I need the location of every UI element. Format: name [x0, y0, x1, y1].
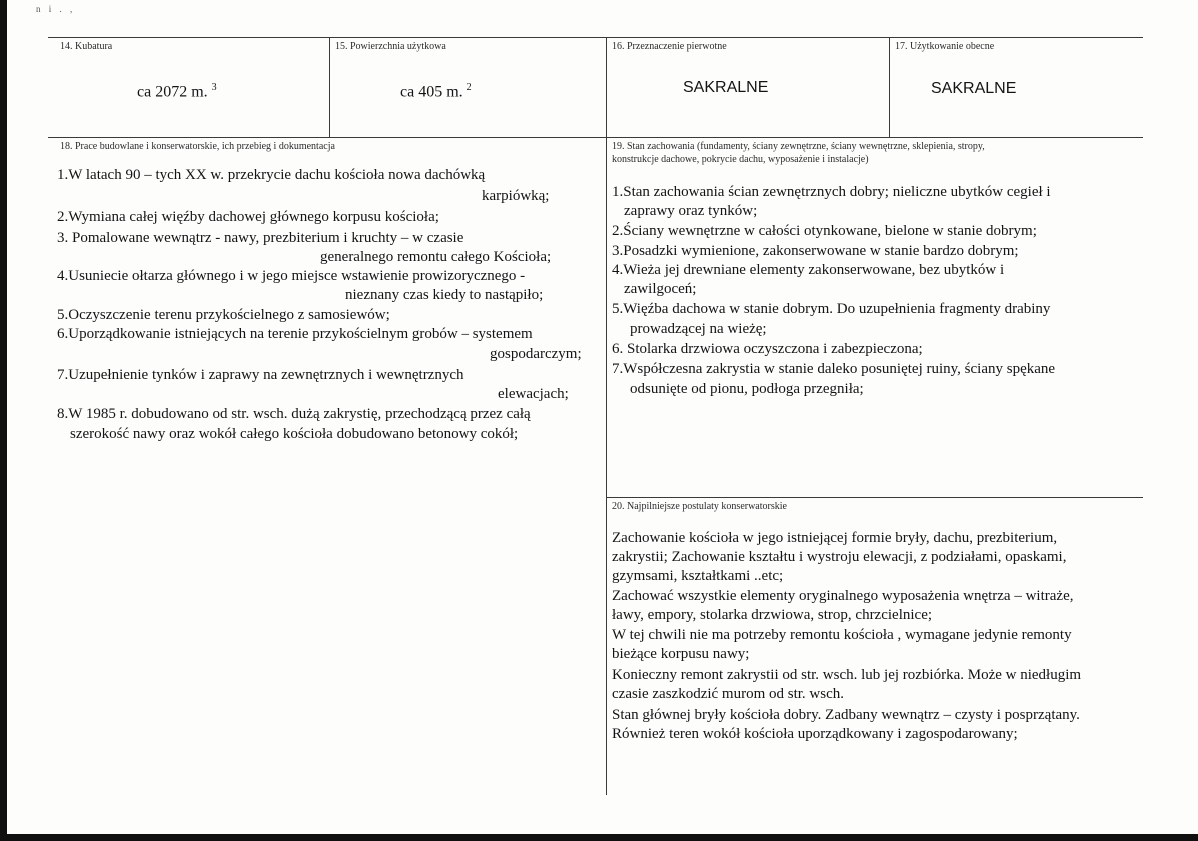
- s20-line: zakrystii; Zachowanie kształtu i wystroju elewacji, z podziałami, opaskami,: [612, 549, 1067, 565]
- s19-line: zawilgoceń;: [624, 281, 697, 297]
- s20-line: czasie zaszkodzić murom od str. wsch.: [612, 686, 845, 702]
- s20-line: bieżące korpusu nawy;: [612, 646, 750, 662]
- section-18-label: 18. Prace budowlane i konserwatorskie, ich przebieg i dokumentacja: [60, 141, 335, 152]
- s20-line: Zachować wszystkie elementy oryginalnego wyposażenia wnętrza – witraże,: [612, 588, 1074, 604]
- s18-line: 7.Uzupełnienie tynków i zaprawy na zewnętrznych i wewnętrznych: [57, 367, 464, 383]
- field-16-value: SAKRALNE: [683, 79, 769, 96]
- s18-line: 5.Oczyszczenie terenu przykościelnego z samosiewów;: [57, 307, 390, 323]
- s20-line: ławy, empory, stolarka drzwiowa, strop, chrzcielnice;: [612, 607, 933, 623]
- section-19-label: 19. Stan zachowania (fundamenty, ściany zewnętrzne, ściany wewnętrzne, sklepienia, stropy,: [612, 141, 985, 152]
- field-17-value: SAKRALNE: [931, 80, 1017, 97]
- section-19-label-cont: konstrukcje dachowe, pokrycie dachu, wyposażenie i instalacje): [612, 154, 869, 165]
- s20-line: Konieczny remont zakrystii od str. wsch. lub jej rozbiórka. Może w niedługim: [612, 667, 1082, 683]
- row1-bottom-rule: [48, 137, 1143, 138]
- field-17-label: 17. Użytkowanie obecne: [895, 41, 995, 52]
- scan-border-left: [0, 0, 7, 841]
- s20-line: Stan głównej bryły kościoła dobry. Zadbany wewnątrz – czysty i posprzątany.: [612, 707, 1080, 723]
- s18-line: generalnego remontu całego Kościoła;: [320, 249, 552, 265]
- field-15-value: [400, 79, 472, 101]
- s18-line: gospodarczym;: [490, 346, 582, 362]
- scan-border-bottom: [0, 834, 1198, 841]
- field-14-exponent: 3: [211, 82, 217, 93]
- s18-line: karpiówką;: [482, 188, 550, 204]
- s20-line: Również teren wokół kościoła uporządkowany i zagospodarowany;: [612, 726, 1018, 742]
- s20-line: Zachowanie kościoła w jego istniejącej formie bryły, dachu, prezbiterium,: [612, 530, 1058, 546]
- divider-16-17: [889, 37, 890, 137]
- s18-line: 1.W latach 90 – tych XX w. przekrycie dachu kościoła nowa dachówką: [57, 167, 486, 183]
- field-16-label: 16. Przeznaczenie pierwotne: [612, 41, 727, 52]
- s18-line: 8.W 1985 r. dobudowano od str. wsch. dużą zakrystię, przechodzącą przez całą: [57, 406, 531, 422]
- s19-line: 6. Stolarka drzwiowa oczyszczona i zabezpieczona;: [612, 341, 923, 357]
- s19-line: 3.Posadzki wymienione, zakonserwowane w stanie bardzo dobrym;: [612, 243, 1019, 259]
- scan-mark: n i . ,: [36, 4, 76, 14]
- field-15-label: 15. Powierzchnia użytkowa: [335, 41, 446, 52]
- s18-line: elewacjach;: [498, 386, 569, 402]
- s19-line: 4.Wieża jej drewniane elementy zakonserwowane, bez ubytków i: [612, 262, 1005, 278]
- field-15-number: ca 405 m.: [400, 83, 463, 101]
- divider-center: [606, 37, 607, 795]
- s18-line: 2.Wymiana całej więźby dachowej głównego korpusu kościoła;: [57, 209, 439, 225]
- s19-line: 1.Stan zachowania ścian zewnętrznych dobry; nieliczne ubytków cegieł i: [612, 184, 1051, 200]
- s20-line: gzymsami, kształtkami ..etc;: [612, 568, 784, 584]
- field-14-value: [137, 79, 217, 101]
- field-14-label: 14. Kubatura: [60, 41, 113, 52]
- s20-line: W tej chwili nie ma potrzeby remontu kościoła , wymagane jedynie remonty: [612, 627, 1072, 643]
- s18-line: szerokość nawy oraz wokół całego kościoła dobudowano betonowy cokół;: [70, 426, 519, 442]
- section-20-label: 20. Najpilniejsze postulaty konserwatorskie: [612, 501, 787, 512]
- top-rule: [48, 37, 1143, 38]
- s18-line: 4.Usuniecie ołtarza głównego i w jego miejsce wstawienie prowizorycznego -: [57, 268, 526, 284]
- s18-line: 6.Uporządkowanie istniejących na terenie przykościelnym grobów – systemem: [57, 326, 533, 342]
- s19-line: 7.Współczesna zakrystia w stanie daleko posuniętej ruiny, ściany spękane: [612, 361, 1056, 377]
- section20-top-rule: [607, 497, 1143, 498]
- s19-line: 5.Więźba dachowa w stanie dobrym. Do uzupełnienia fragmenty drabiny: [612, 301, 1051, 317]
- field-15-exponent: 2: [466, 82, 472, 93]
- s19-line: odsunięte od pionu, podłoga przegniła;: [630, 381, 864, 397]
- s18-line: 3. Pomalowane wewnątrz - nawy, prezbiterium i kruchty – w czasie: [57, 230, 464, 246]
- s18-line: nieznany czas kiedy to nastąpiło;: [345, 287, 544, 303]
- field-14-number: ca 2072 m.: [137, 83, 208, 101]
- s19-line: zaprawy oraz tynków;: [624, 203, 758, 219]
- s19-line: 2.Ściany wewnętrzne w całości otynkowane, bielone w stanie dobrym;: [612, 223, 1037, 239]
- divider-14-15: [329, 37, 330, 137]
- s19-line: prowadzącej na wieżę;: [630, 321, 767, 337]
